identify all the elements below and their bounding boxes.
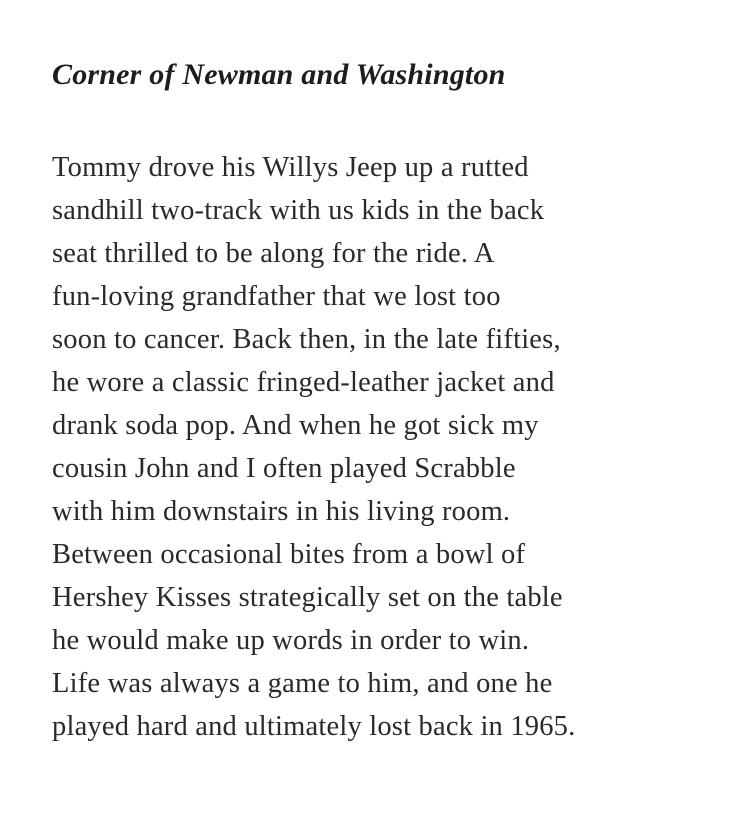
body-line: he wore a classic fringed-leather jacket and [52, 367, 555, 398]
page-title: Corner of Newman and Washington [52, 58, 506, 91]
body-line: played hard and ultimately lost back in 1965. [52, 711, 576, 742]
body-line: he would make up words in order to win. [52, 625, 530, 656]
body-line: Tommy drove his Willys Jeep up a rutted [52, 152, 529, 183]
body-line: Between occasional bites from a bowl of [52, 539, 526, 570]
body-line: drank soda pop. And when he got sick my [52, 410, 539, 441]
body-line: fun-loving grandfather that we lost too [52, 281, 501, 312]
body-line: seat thrilled to be along for the ride. A [52, 238, 495, 269]
body-line: Life was always a game to him, and one he [52, 668, 553, 699]
body-line: Hershey Kisses strategically set on the table [52, 582, 563, 613]
body-paragraph [52, 146, 683, 748]
body-line: with him downstairs in his living room. [52, 496, 511, 527]
body-line: sandhill two-track with us kids in the back [52, 195, 545, 226]
body-line: soon to cancer. Back then, in the late fifties, [52, 324, 561, 355]
body-line: cousin John and I often played Scrabble [52, 453, 516, 484]
